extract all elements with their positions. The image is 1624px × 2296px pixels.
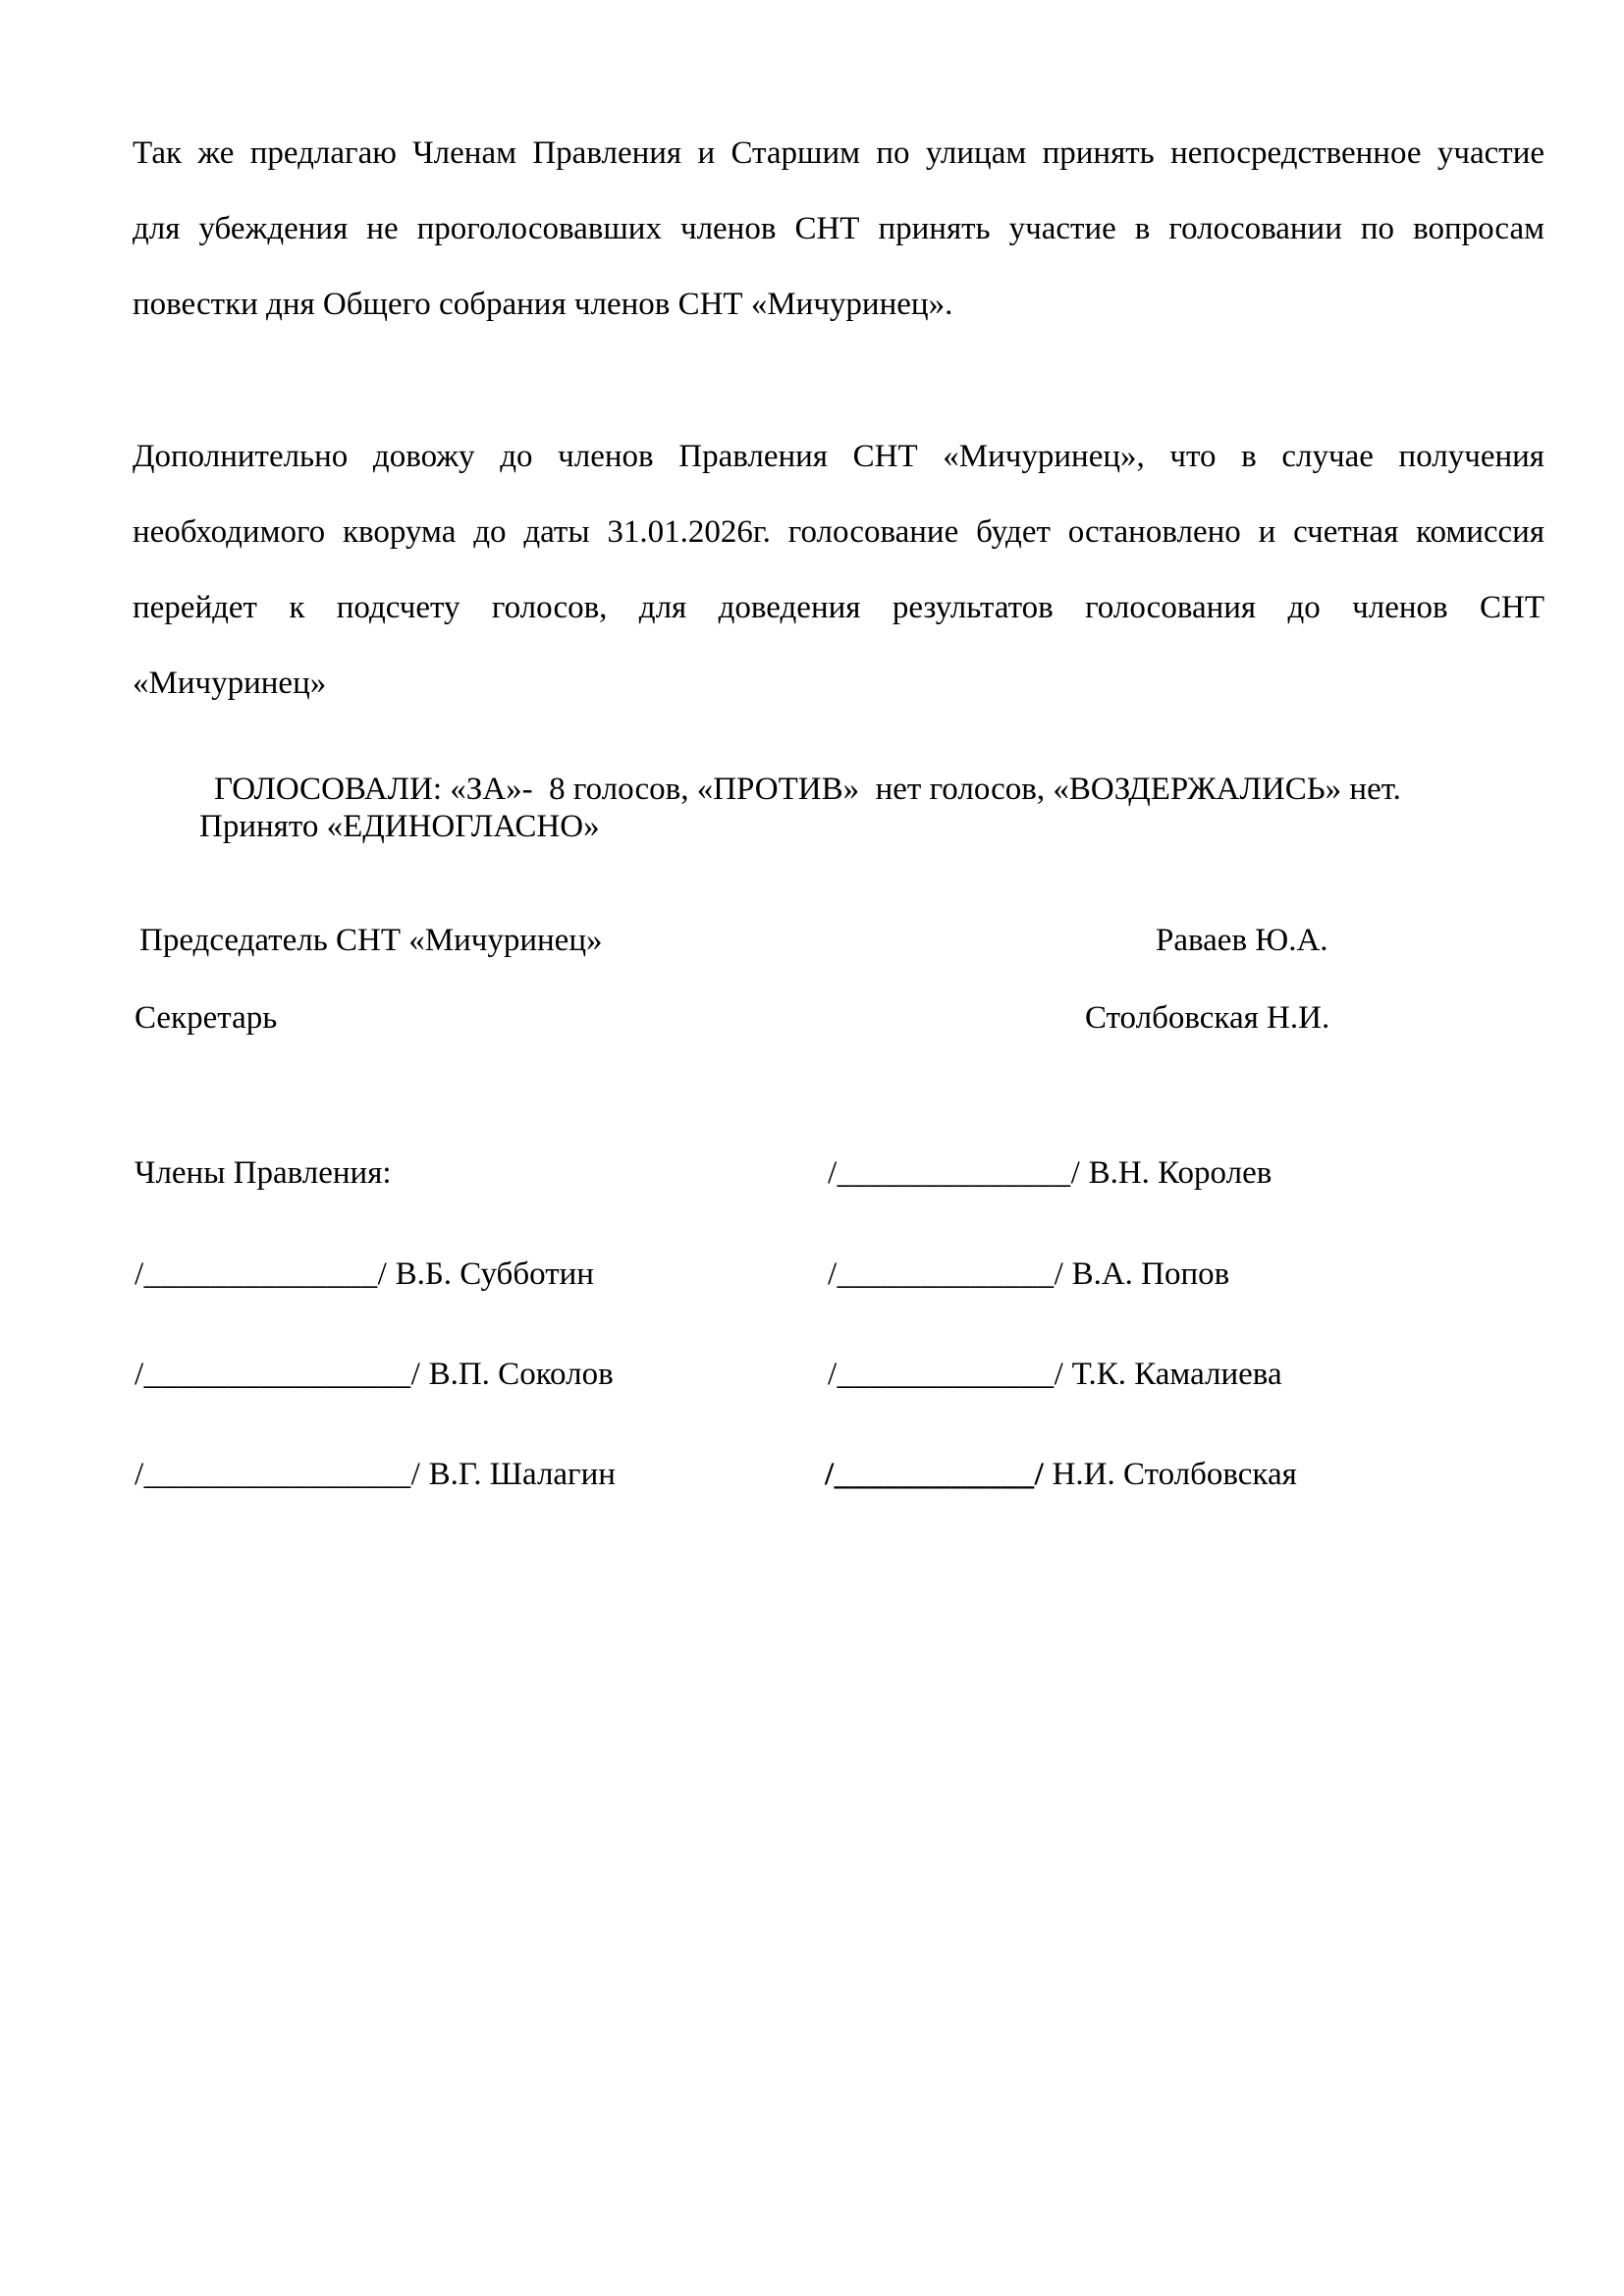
signature-slot-subbotin [135,1255,594,1294]
chairman-name: Раваев Ю.А. [1156,923,1328,958]
paragraph-line: для убеждения не проголосовавших членов СНТ принять участие в голосовании по вопросам [133,211,1544,246]
board-row-2 [0,1255,1624,1298]
signature-line: /_____________/ [828,1357,1064,1392]
board-row-1 [0,1153,1624,1197]
paragraph-participation [133,116,1544,343]
voting-results [199,771,1476,845]
signature-slot-korolev [828,1153,1272,1193]
signatory-name: В.П. Соколов [420,1357,614,1392]
paragraph-line: необходимого кворума до даты 31.01.2026г. голосование будет остановлено и счетная комиссия [133,514,1544,550]
signature-slot-popov [828,1255,1229,1294]
signature-line: /________________/ [135,1357,421,1392]
signatory-name: Н.И. Столбовская [1044,1457,1297,1492]
signatory-name: В.Н. Королев [1080,1155,1272,1191]
signature-line: /________________/ [135,1457,421,1492]
signature-line: /_____________/ [828,1256,1064,1292]
signature-slot-stolbovskaya [825,1455,1297,1494]
chairman-signature-row [0,921,1624,964]
board-row-4 [0,1455,1624,1498]
signatory-name: Т.К. Камалиева [1063,1357,1282,1392]
board-members-heading: Члены Правления: [135,1155,392,1191]
signature-slot-sokolov [135,1355,614,1394]
paragraph-line: «Мичуринец» [133,666,327,701]
paragraph-line: перейдет к подсчету голосов, для доведения результатов голосования до членов СНТ [133,590,1544,625]
secretary-signature-row [0,998,1624,1041]
signatory-name: В.Б. Субботин [387,1256,594,1292]
secretary-title: Секретарь [135,1000,278,1036]
paragraph-line: Дополнительно довожу до членов Правления СНТ «Мичуринец», что в случае получения [133,439,1544,474]
chairman-title: Председатель СНТ «Мичуринец» [139,923,603,958]
paragraph-line: Так же предлагаю Членам Правления и Старшим по улицам принять непосредственное участие [133,135,1544,171]
paragraph-quorum-notice [133,419,1544,721]
voting-decision-line: Принято «ЕДИНОГЛАСНО» [199,809,600,844]
secretary-name: Столбовская Н.И. [1085,1000,1330,1036]
signatory-name: В.А. Попов [1063,1256,1230,1292]
signatory-name: В.Г. Шалагин [420,1457,616,1492]
signature-line: /______________/ [828,1155,1081,1191]
signature-line: /______________/ [135,1256,388,1292]
board-row-3 [0,1355,1624,1398]
voting-result-line: ГОЛОСОВАЛИ: «ЗА»- 8 голосов, «ПРОТИВ» нет голосов, «ВОЗДЕРЖАЛИСЬ» нет. [214,772,1401,807]
signature-slot-kamalieva [828,1355,1282,1394]
paragraph-line: повестки дня Общего собрания членов СНТ «Мичуринец». [133,287,953,322]
signature-slot-shalagin [135,1455,616,1494]
signature-line: /____________/ [825,1457,1045,1492]
